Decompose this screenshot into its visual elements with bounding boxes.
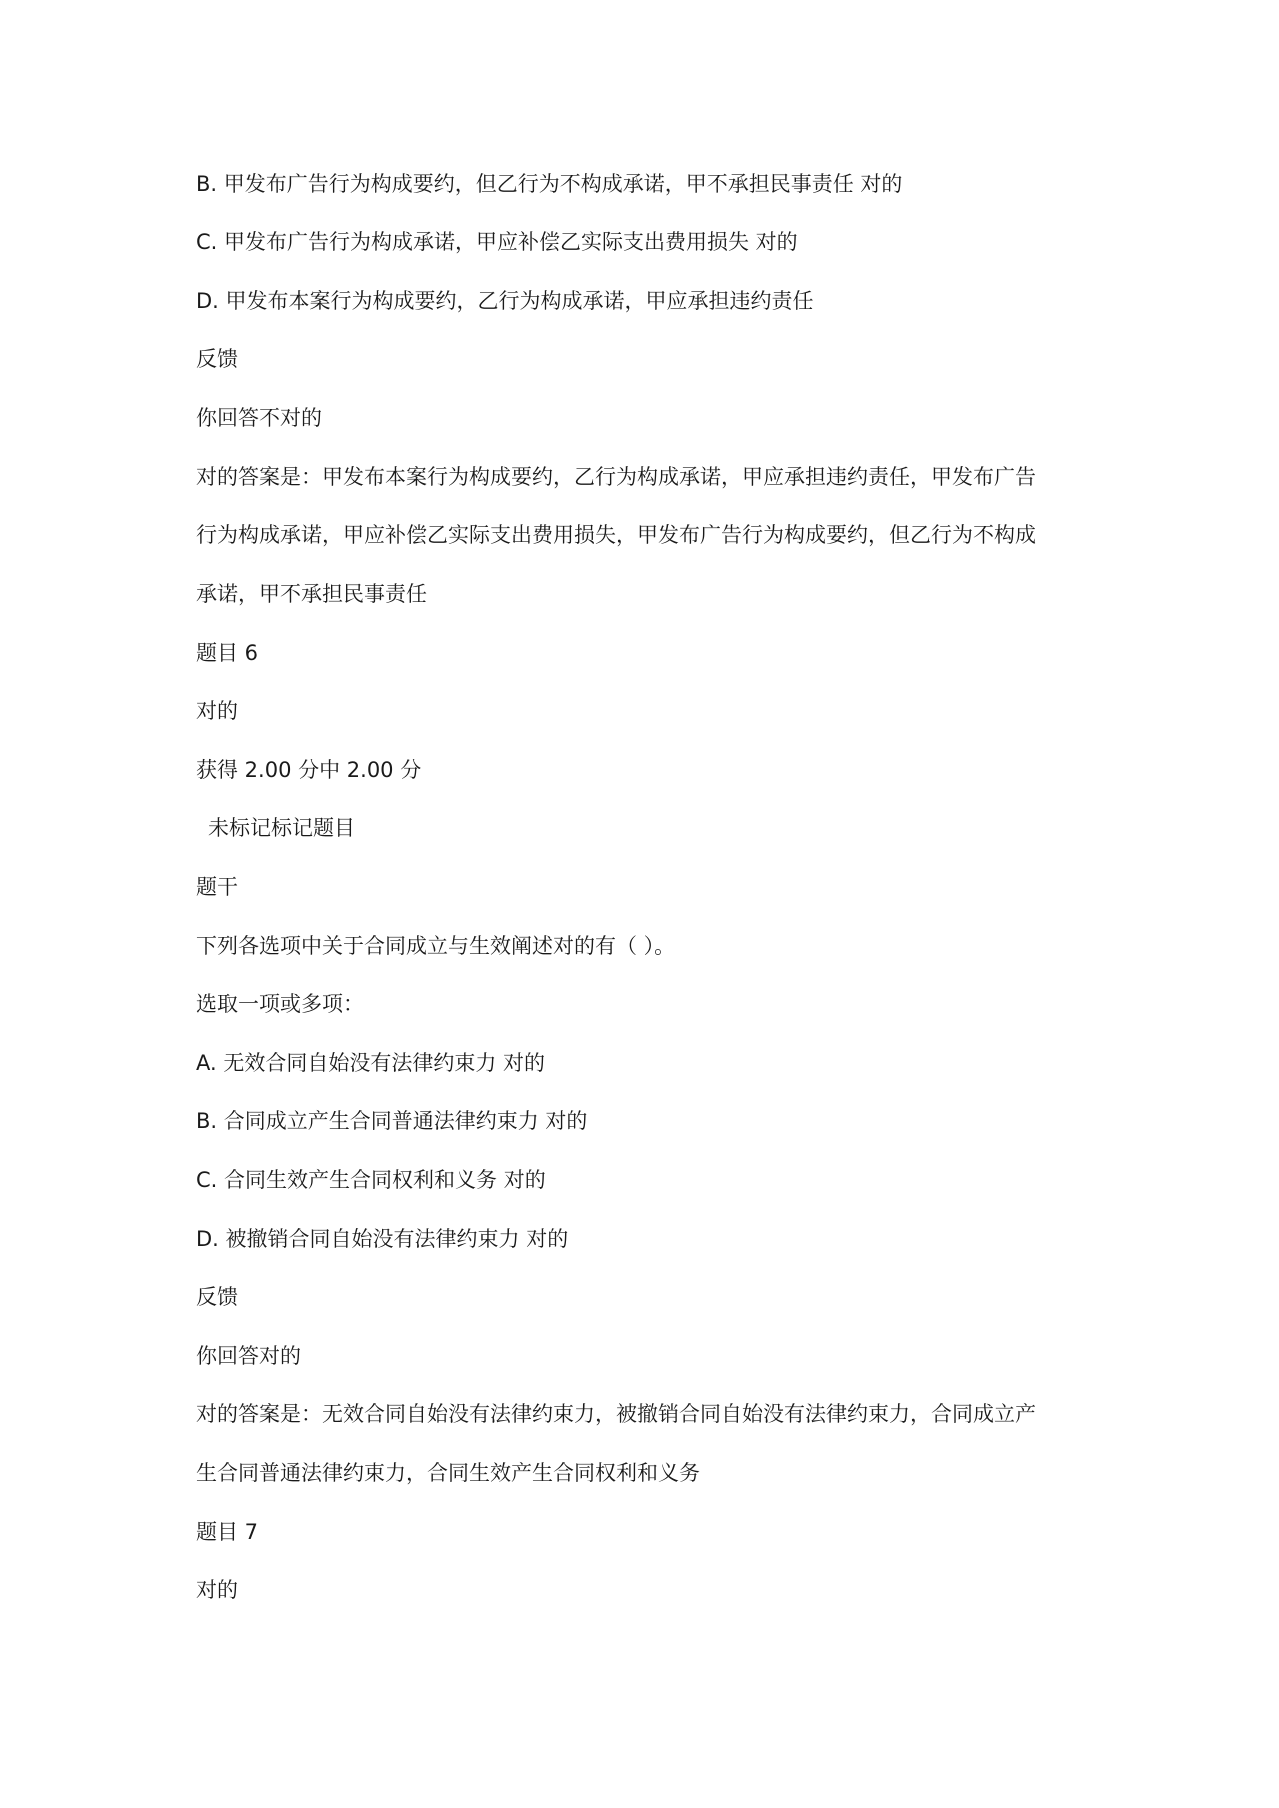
q5-your-answer: 你回答不对的 [196,406,322,430]
q5-option-c: C. 甲发布广告行为构成承诺，甲应补偿乙实际支出费用损失 对的 [196,230,798,254]
q5-correct-answer-line3: 承诺，甲不承担民事责任 [196,582,427,606]
q5-feedback-label: 反馈 [196,347,238,371]
q7-title: 题目 7 [196,1520,259,1544]
q6-title: 题目 6 [196,641,259,665]
q6-option-b: B. 合同成立产生合同普通法律约束力 对的 [196,1109,588,1133]
q6-option-c: C. 合同生效产生合同权利和义务 对的 [196,1168,546,1192]
q6-question-text: 下列各选项中关于合同成立与生效阐述对的有（ ）。 [196,934,676,958]
q6-score: 获得 2.00 分中 2.00 分 [196,758,422,782]
q6-your-answer: 你回答对的 [196,1344,301,1368]
q5-correct-answer-line2: 行为构成承诺，甲应补偿乙实际支出费用损失，甲发布广告行为构成要约，但乙行为不构成 [196,523,1036,547]
q5-option-b: B. 甲发布广告行为构成要约，但乙行为不构成承诺，甲不承担民事责任 对的 [196,172,903,196]
q7-status: 对的 [196,1578,238,1602]
q6-stem-label: 题干 [196,875,238,899]
q6-status: 对的 [196,699,238,723]
q5-option-d: D. 甲发布本案行为构成要约，乙行为构成承诺，甲应承担违约责任 [196,289,814,313]
q6-option-d: D. 被撤销合同自始没有法律约束力 对的 [196,1227,569,1251]
q6-correct-answer-line1: 对的答案是：无效合同自始没有法律约束力，被撤销合同自始没有法律约束力，合同成立产 [196,1402,1036,1426]
q6-instruction: 选取一项或多项： [196,992,364,1016]
q5-correct-answer-line1: 对的答案是：甲发布本案行为构成要约，乙行为构成承诺，甲应承担违约责任，甲发布广告 [196,465,1036,489]
q6-correct-answer-line2: 生合同普通法律约束力，合同生效产生合同权利和义务 [196,1461,700,1485]
q6-option-a: A. 无效合同自始没有法律约束力 对的 [196,1051,546,1075]
q6-feedback-label: 反馈 [196,1285,238,1309]
q6-flag-question[interactable]: 未标记标记题目 [208,816,355,840]
